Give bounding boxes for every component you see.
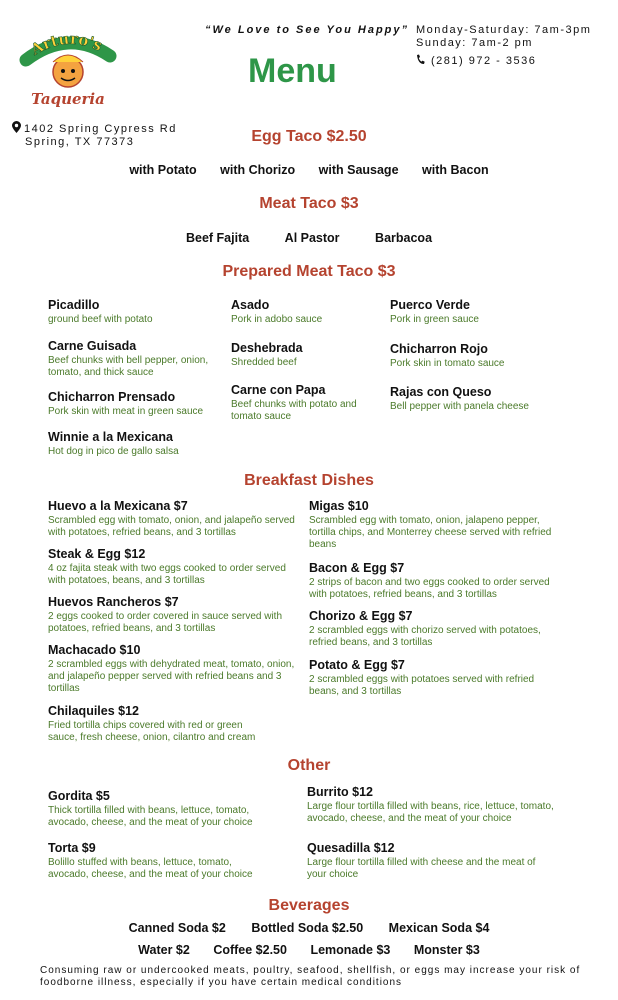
menu-item: Migas $10 Scrambled egg with tomato, onion, jalapeno pepper, tortilla chips, and Monterrey cheese served with refried beans <box>309 499 552 550</box>
address-city: Spring, TX 77373 <box>25 136 135 148</box>
menu-item: Gordita $5 Thick tortilla filled with beans, lettuce, tomato, avocado, cheese, and the meat of your choice <box>48 789 253 828</box>
meat-taco-heading: Meat Taco $3 <box>259 195 359 212</box>
svg-text:Taqueria: Taqueria <box>31 90 105 108</box>
svg-text:Arturo's: Arturo's <box>27 29 106 59</box>
address-street: 1402 Spring Cypress Rd <box>24 123 177 135</box>
breakfast-heading: Breakfast Dishes <box>244 472 374 489</box>
menu-item: Bacon & Egg $7 2 strips of bacon and two eggs cooked to order served with potatoes, refried beans, and 3 tortillas <box>309 561 550 600</box>
menu-item: Chicharron Rojo Pork skin in tomato sauce <box>390 342 505 369</box>
beverage-item: Mexican Soda $4 <box>388 921 490 935</box>
egg-taco-option: with Chorizo <box>220 163 296 177</box>
beverage-item: Coffee $2.50 <box>213 943 287 957</box>
menu-item: Huevos Rancheros $7 2 eggs cooked to order covered in sauce served with potatoes, refried beans, and 3 tortillas <box>48 595 283 634</box>
meat-taco-option: Beef Fajita <box>185 231 250 245</box>
egg-taco-option: with Sausage <box>318 163 399 177</box>
beverage-item: Water $2 <box>138 943 190 957</box>
beverages-heading: Beverages <box>268 897 350 914</box>
menu-item: Machacado $10 2 scrambled eggs with dehydrated meat, tomato, onion, and jalapeño pepper served with refried beans and 3 tortillas <box>48 643 295 694</box>
beverage-item: Monster $3 <box>413 943 480 957</box>
hours-weekdays: Monday-Saturday: 7am-3pm <box>416 24 592 36</box>
beverage-item: Bottled Soda $2.50 <box>251 921 364 935</box>
menu-item: Rajas con Queso Bell pepper with panela cheese <box>390 385 529 412</box>
menu-item: Picadillo ground beef with potato <box>48 298 153 325</box>
menu-item: Carne con Papa Beef chunks with potato and tomato sauce <box>231 383 357 422</box>
beverages-row-1 <box>0 921 618 935</box>
menu-item: Potato & Egg $7 2 scrambled eggs with potatoes served with refried beans, and 3 tortillas <box>309 658 535 697</box>
beverage-item: Lemonade $3 <box>310 943 391 957</box>
menu-item: Deshebrada Shredded beef <box>231 341 303 368</box>
beverage-item: Canned Soda $2 <box>128 921 226 935</box>
phone-number[interactable]: (281) 972 - 3536 <box>416 54 536 67</box>
food-safety-disclaimer: Consuming raw or undercooked meats, poultry, seafood, shellfish, or eggs may increase your risk of foodborne illness, especially if you have certain medical conditions <box>40 965 581 988</box>
menu-item: Chicharron Prensado Pork skin with meat in green sauce <box>48 390 204 417</box>
menu-item: Carne Guisada Beef chunks with bell pepper, onion, tomato, and thick sauce <box>48 339 209 378</box>
egg-taco-options <box>0 163 618 177</box>
page-title: Menu <box>248 52 337 90</box>
egg-taco-option: with Bacon <box>422 163 489 177</box>
hours-sunday: Sunday: 7am-2 pm <box>416 37 533 49</box>
menu-item: Chorizo & Egg $7 2 scrambled eggs with chorizo served with potatoes, refried beans, and 3 tortillas <box>309 609 541 648</box>
egg-taco-option: with Potato <box>129 163 197 177</box>
phone-icon <box>416 54 425 65</box>
menu-item: Burrito $12 Large flour tortilla filled with beans, rice, lettuce, tomato, avocado, cheese, and the meat of your choice <box>307 785 554 824</box>
beverages-row-2 <box>0 943 618 957</box>
menu-item: Winnie a la Mexicana Hot dog in pico de gallo salsa <box>48 430 179 457</box>
egg-taco-heading: Egg Taco $2.50 <box>251 128 367 145</box>
meat-taco-option: Al Pastor <box>284 231 340 245</box>
meat-taco-options <box>0 231 618 245</box>
menu-item: Huevo a la Mexicana $7 Scrambled egg with tomato, onion, and jalapeño served with potatoes, refried beans, and 3 tortillas <box>48 499 295 538</box>
menu-item: Quesadilla $12 Large flour tortilla filled with cheese and the meat of your choice <box>307 841 536 880</box>
menu-item: Asado Pork in adobo sauce <box>231 298 323 325</box>
menu-item: Chilaquiles $12 Fried tortilla chips covered with red or green sauce, fresh cheese, onion, cilantro and cream <box>48 704 256 743</box>
other-heading: Other <box>287 757 331 774</box>
menu-item: Torta $9 Bolillo stuffed with beans, lettuce, tomato, avocado, cheese, and the meat of your choice <box>48 841 253 880</box>
business-hours <box>416 24 591 50</box>
prepared-meat-taco-heading: Prepared Meat Taco $3 <box>222 263 396 280</box>
menu-item: Puerco Verde Pork in green sauce <box>390 298 479 325</box>
restaurant-logo <box>18 20 118 112</box>
meat-taco-option: Barbacoa <box>375 231 433 245</box>
tagline: “We Love to See You Happy” <box>205 24 409 36</box>
menu-item: Steak & Egg $12 4 oz fajita steak with two eggs cooked to order served with potatoes, beans, and 3 tortillas <box>48 547 286 586</box>
